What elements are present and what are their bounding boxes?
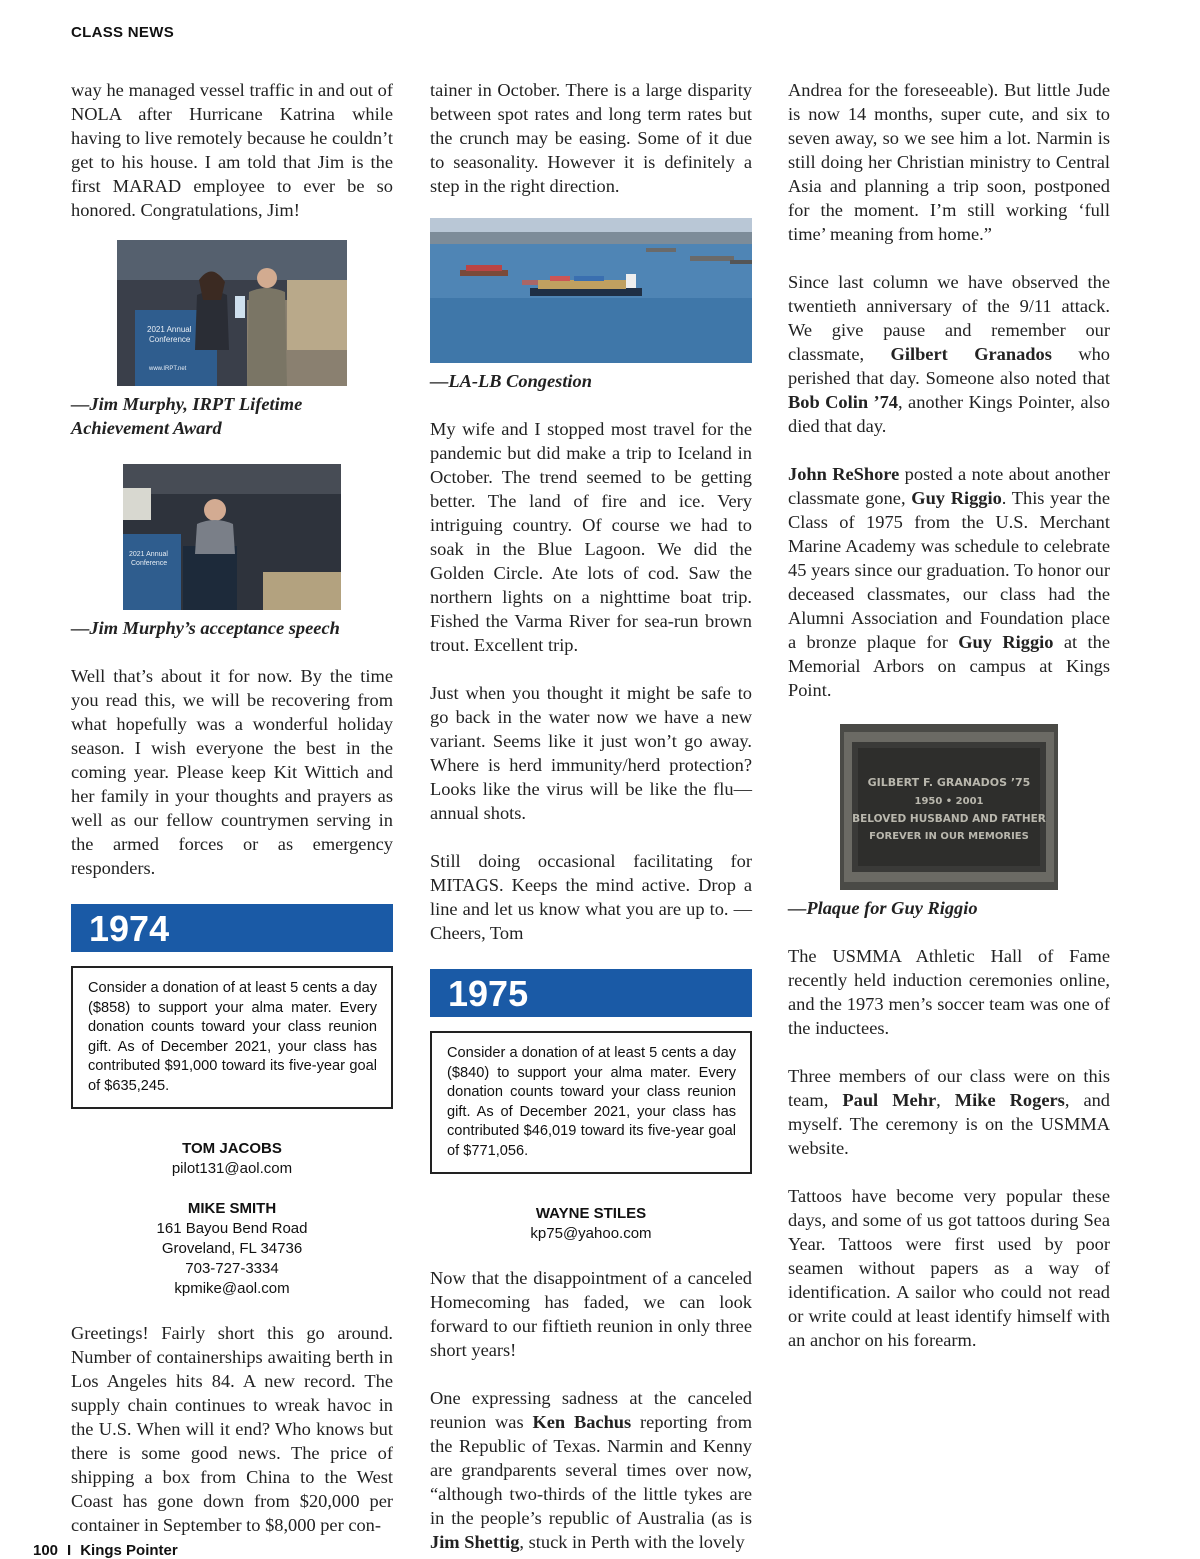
column-1 <box>71 78 393 1537</box>
text-run: at the Memorial Arbors on campus at Kings Point. <box>788 632 1110 700</box>
photo-banner-line1: 2021 Annual <box>147 325 192 334</box>
text-run: One expressing sadness at the canceled reunion was <box>430 1388 752 1432</box>
text-run: Since last column we have observed the twentieth anniversary of the 9/11 attack. We give pause and remember our classmate, <box>788 272 1110 364</box>
person-name: Mike Rogers <box>954 1090 1065 1110</box>
award-photo-caption: —Jim Murphy, IRPT Lifetime Achievement Award <box>71 394 303 438</box>
footer-separator: I <box>67 1542 72 1559</box>
col2-paragraph-6 <box>430 1386 752 1554</box>
class-year-1975: 1975 <box>430 969 752 1017</box>
contact-email[interactable]: pilot131@aol.com <box>171 1160 293 1177</box>
contact-mike-smith <box>71 1199 393 1299</box>
section-header: CLASS NEWS <box>71 24 175 41</box>
col3-paragraph-2 <box>788 270 1110 438</box>
text-run: , <box>936 1090 955 1110</box>
class-year-1974: 1974 <box>71 904 393 952</box>
page-number: 100 <box>33 1542 59 1559</box>
award-photo <box>117 240 347 386</box>
contact-address-line2: Groveland, FL 34736 <box>161 1240 303 1257</box>
person-name: Ken Bachus <box>532 1412 632 1432</box>
person-name: Guy Riggio <box>958 632 1054 652</box>
text-run: reporting from the Republic of Texas. Narmin and Kenny are grandparents several times over now, “although two-thirds of the little tykes are in the people’s republic of Australia (as is <box>430 1412 753 1528</box>
person-name: Guy Riggio <box>911 488 1002 508</box>
text-run: posted a note about another classmate gone, <box>788 464 1110 508</box>
memorial-plaque-photo <box>840 724 1058 890</box>
col2-paragraph-2: My wife and I stopped most travel for the pandemic but did make a trip to Iceland in October. The trend seemed to be getting better. The land of fire and ice. Very intriguing country. Of course we had to soak in the Blue Lagoon. We did the Golden Circle. Ate lots of cod. Saw the northern lights on a nighttime boat trip. Fished the Varma River for sea-run brown trout. Excellent trip. <box>430 419 752 655</box>
col2-paragraph-4: Still doing occasional facilitating for MITAGS. Keeps the mind active. Drop a line and let us know what you are up to. —Cheers, Tom <box>430 851 752 943</box>
plaque-line4: FOREVER IN OUR MEMORIES <box>869 831 1029 842</box>
col1-paragraph-3: Greetings! Fairly short this go around. Number of containerships awaiting berth in Los Angeles hits 84. A new record. The supply chain continues to wreak havoc in the U.S. When will it end? Who knows but there is some good news. The price of shipping a box from China to the West Coast has gone down from $20,000 per container in September to $8,000 per con- <box>71 1323 393 1535</box>
person-name: Paul Mehr <box>842 1090 937 1110</box>
contact-phone: 703-727-3334 <box>185 1260 279 1277</box>
contact-wayne-stiles <box>430 1204 752 1244</box>
award-photo-illustration <box>117 240 347 386</box>
speech-photo-caption: —Jim Murphy’s acceptance speech <box>71 618 340 638</box>
speech-photo-illustration <box>123 464 341 610</box>
port-photo-caption: —LA-LB Congestion <box>430 371 592 391</box>
contact-email[interactable]: kp75@yahoo.com <box>530 1225 652 1242</box>
donation-box-1974: Consider a donation of at least 5 cents a day ($858) to support your alma mater. Every donation counts toward your class reunion gift. As of December 2021, your class has contributed $91,000 toward its five-year goal of $635,245. <box>71 966 393 1109</box>
person-name: John ReShore <box>788 464 900 484</box>
contact-tom-jacobs <box>71 1139 393 1179</box>
person-name: Jim Shettig <box>430 1532 520 1552</box>
contact-name: WAYNE STILES <box>535 1205 647 1222</box>
speech-photo <box>123 464 341 610</box>
column-2 <box>430 78 752 1554</box>
text-run: . This year the Class of 1975 from the U.S. Merchant Marine Academy was schedule to celebrate 45 years since our graduation. To honor our deceased classmates, our class had the Alumni Association and Foundation place a bronze plaque for <box>788 488 1110 652</box>
plaque-line2: 1950 • 2001 <box>914 796 984 807</box>
plaque-line3: BELOVED HUSBAND AND FATHER <box>852 813 1046 825</box>
contact-name: MIKE SMITH <box>187 1200 277 1217</box>
col3-paragraph-1: Andrea for the foreseeable). But little Jude is now 14 months, super cute, and six to seven away, so we see him a lot. Narmin is still doing her Christian ministry to Central Asia and planning a trip soon, postponed for the moment. I’m still working ‘full time’ meaning from home.” <box>788 80 1110 244</box>
col3-paragraph-5 <box>788 1064 1110 1160</box>
port-congestion-photo <box>430 218 752 363</box>
text-run: Three members of our class were on this team, <box>788 1066 1110 1110</box>
contact-email[interactable]: kpmike@aol.com <box>174 1280 290 1297</box>
speech-banner-line1: 2021 Annual <box>129 551 168 558</box>
plaque-photo-caption: —Plaque for Guy Riggio <box>788 898 978 918</box>
person-name: Bob Colin ’74 <box>788 392 898 412</box>
col3-paragraph-3 <box>788 462 1110 702</box>
col1-paragraph-1: way he managed vessel traffic in and out of NOLA after Hurricane Katrina while having to live remotely because he couldn’t get to his house. I am told that Jim is the first MARAD employee to ever be so honored. Congratulations, Jim! <box>71 80 393 220</box>
photo-banner-line2: Conference <box>149 335 191 344</box>
text-run: who perished that day. Someone also noted that <box>788 344 1110 388</box>
donation-box-1975: Consider a donation of at least 5 cents a day ($840) to support your alma mater. Every donation counts toward your class reunion gift. As of December 2021, your class has contributed $46,019 toward its five-year goal of $771,056. <box>430 1031 752 1174</box>
speech-banner-line2: Conference <box>131 560 168 567</box>
col3-paragraph-4: The USMMA Athletic Hall of Fame recently held induction ceremonies online, and the 1973 men’s soccer team was one of the inductees. <box>788 946 1110 1038</box>
publication-name: Kings Pointer <box>80 1542 178 1559</box>
person-name: Gilbert Granados <box>890 344 1052 364</box>
text-run: , and myself. The ceremony is on the USMMA website. <box>788 1090 1111 1158</box>
col2-paragraph-1: tainer in October. There is a large disparity between spot rates and long term rates but the crunch may be easing. Some of it due to seasonality. However it is definitely a step in the right direction. <box>430 80 752 196</box>
col2-paragraph-3: Just when you thought it might be safe to go back in the water now we have a new variant. Seems like it just won’t go away. Where is herd immunity/herd protection? Looks like the virus will be like the flu—annual shots. <box>430 683 752 823</box>
page-footer <box>33 1542 178 1559</box>
col2-paragraph-5: Now that the disappointment of a canceled Homecoming has faded, we can look forward to our fiftieth reunion in only three short years! <box>430 1268 752 1360</box>
text-run: , another Kings Pointer, also died that day. <box>788 392 1111 436</box>
contact-address-line1: 161 Bayou Bend Road <box>156 1220 308 1237</box>
plaque-line1: GILBERT F. GRANADOS ’75 <box>867 776 1031 789</box>
photo-banner-url: www.IRPT.net <box>149 366 187 372</box>
column-3 <box>788 78 1110 1376</box>
port-congestion-illustration <box>430 218 752 363</box>
col1-paragraph-2: Well that’s about it for now. By the time you read this, we will be recovering from what hopefully was a wonderful holiday season. I wish everyone the best in the coming year. Please keep Kit Wittich and her family in your thoughts and prayers as well as our fellow countrymen serving in the armed forces or as emergency responders. <box>71 666 393 878</box>
memorial-plaque-illustration <box>840 724 1058 890</box>
contact-name: TOM JACOBS <box>182 1140 282 1157</box>
col3-paragraph-6: Tattoos have become very popular these days, and some of us got tattoos during Sea Year. Tattoos were first used by poor seamen without papers as a way of identification. A sailor who could not read or write could at least identify himself with an anchor on his forearm. <box>788 1186 1110 1350</box>
text-run: , stuck in Perth with the lovely <box>519 1532 745 1552</box>
